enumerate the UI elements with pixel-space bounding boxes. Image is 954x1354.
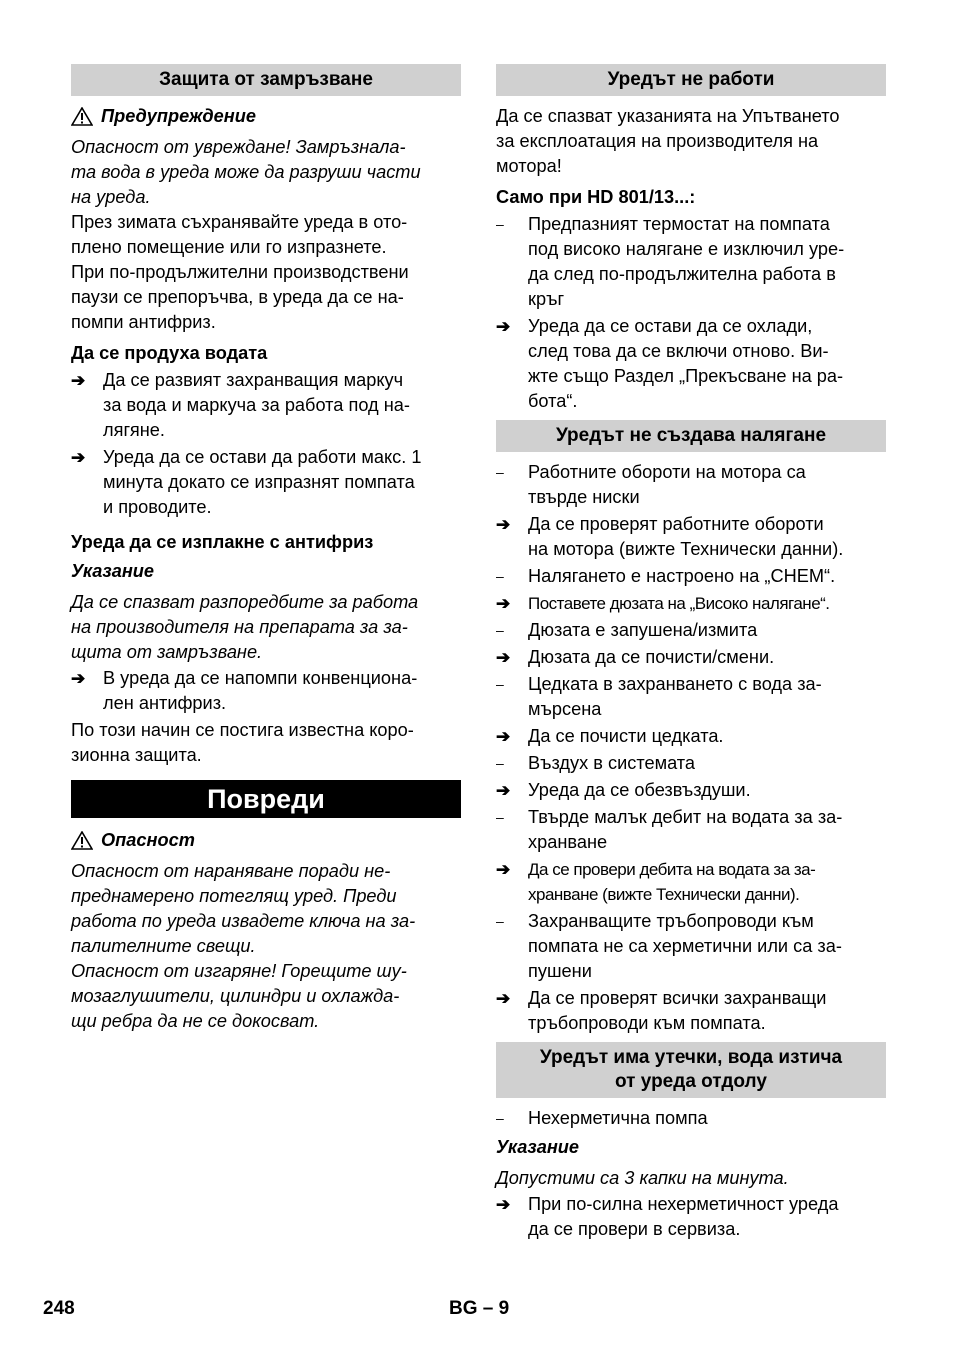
text-line: При по-силна нехерметичност уреда [528,1194,839,1214]
warning-line: на уреда. [71,187,151,207]
list-item [71,368,461,443]
no-pressure-heading: Уредът не създава налягане [496,420,886,452]
warning-line: Опасност от увреждане! Замръзнала- [71,137,406,157]
list-item [496,986,886,1036]
arrow-icon: ➔ [496,781,511,800]
list-item [496,591,886,616]
warning-block [71,104,461,129]
dash-icon: – [496,913,504,929]
arrow-icon: ➔ [496,648,511,667]
text-line: кръг [528,289,565,309]
arrow-icon: ➔ [496,727,511,746]
text-line: Захранващите тръбопроводи към [528,911,814,931]
list-item [496,512,886,562]
not-working-paragraph [496,104,886,179]
text-line: Да се провери дебита на водата за за- [528,860,816,879]
arrow-icon: ➔ [496,1195,511,1214]
text-line: В уреда да се напомпи конвенциона- [103,668,418,688]
text-line: Дюзата да се почисти/смени. [528,647,775,667]
dash-icon: – [496,1110,504,1126]
text-line: Да се спазват указанията на Упътването [496,106,840,126]
text-line: Уреда да се остави да се охлади, [528,316,813,336]
only-model-label: Само при HD 801/13...: [496,187,696,207]
heading-line: Уредът има утечки, вода изтича [539,1047,843,1068]
warning-line: та вода в уреда може да разруши части [71,162,421,182]
dash-icon: – [496,809,504,825]
warning-triangle-icon [71,107,93,126]
dash-icon: – [496,755,504,771]
note-line: Допустими са 3 капки на минута. [496,1168,789,1188]
danger-block [71,828,461,853]
leaks-heading [496,1042,886,1098]
blow-heading: Да се продуха водата [71,343,268,363]
heading-line: от уреда отдолу [615,1071,767,1092]
text-line: Работните обороти на мотора са [528,462,806,482]
text-line: бота“. [528,391,578,411]
note-text [71,590,461,665]
text-line: помпата не са херметични или са за- [528,936,842,956]
rinse-paragraph [71,718,461,768]
text-line: Нехерметична помпа [528,1108,708,1128]
danger-line: Опасност от изгаряне! Горещите шу- [71,961,407,981]
arrow-icon: ➔ [496,317,511,336]
warning-label: Предупреждение [101,106,256,126]
list-item [496,460,886,510]
danger-label: Опасност [101,830,195,850]
list-item [496,751,886,776]
list-item [496,778,886,803]
arrow-icon: ➔ [496,989,511,1008]
left-column [71,64,461,1034]
warning-triangle-icon [71,831,93,850]
text-line: През зимата съхранявайте уреда в ото- [71,212,408,232]
dash-icon: – [496,216,504,232]
text-line: Твърде малък дебит на водата за за- [528,807,843,827]
text-line: паузи се препоръчва, в уреда да се на- [71,287,404,307]
page-code: BG – 9 [449,1298,510,1319]
text-line: хранване [528,832,608,852]
danger-line: преднамерено потеглящ уред. Преди [71,886,397,906]
danger-text [71,859,461,1034]
text-line: пушени [528,961,592,981]
text-line: Въздух в системата [528,753,696,773]
text-line: под високо налягане е изключил уре- [528,239,845,259]
list-item [496,724,886,749]
page-number: 248 [43,1298,75,1319]
danger-line: мозаглушители, цилиндри и охлажда- [71,986,400,1006]
text-line: хранване (вижте Технически данни). [528,885,800,904]
text-line: Да се почисти цедката. [528,726,724,746]
text-line: на мотора (вижте Технически данни). [528,539,844,559]
list-item [496,909,886,984]
frost-paragraph [71,210,461,335]
text-line: Дюзата е запушена/измита [528,620,758,640]
text-line: да след по-продължителна работа в [528,264,836,284]
danger-line: щи ребра да не се докосват. [71,1011,320,1031]
text-line: мърсена [528,699,602,719]
danger-line: Опасност от нараняване поради не- [71,861,391,881]
text-line: твърде ниски [528,487,640,507]
text-line: Уреда да се остави да работи макс. 1 [103,447,422,467]
text-line: мотора! [496,156,562,176]
text-line: Налягането е настроено на „CHEM“. [528,566,836,586]
text-line: Предпазният термостат на помпата [528,214,830,234]
list-item [496,314,886,414]
frost-heading: Защита от замръзване [71,64,461,96]
text-line: По този начин се постига известна коро- [71,720,414,740]
note-line: щита от замръзване. [71,642,263,662]
dash-icon: – [496,676,504,692]
text-line: плено помещение или го изпразнете. [71,237,387,257]
arrow-icon: ➔ [496,860,511,879]
note-label: Указание [71,561,155,581]
no-pressure-list [496,460,886,1036]
not-working-heading: Уредът не работи [496,64,886,96]
text-line: зионна защита. [71,745,202,765]
list-item [496,1192,886,1242]
text-line: Да се проверят работните обороти [528,514,824,534]
dash-icon: – [496,622,504,638]
note-label: Указание [496,1137,580,1157]
note-line: на производителя на препарата за за- [71,617,408,637]
arrow-icon: ➔ [496,594,511,613]
list-item [496,672,886,722]
text-line: за експлоатация на производителя на [496,131,819,151]
warning-text [71,135,461,210]
list-item [496,618,886,643]
right-column [496,64,886,1244]
rinse-heading: Уреда да се изплакне с антифриз [71,532,374,552]
note-line: Да се спазват разпоредбите за работа [71,592,419,612]
arrow-icon: ➔ [71,669,86,688]
text-line: да се провери в сервиза. [528,1219,741,1239]
list-item [496,645,886,670]
dash-icon: – [496,568,504,584]
text-line: лягяне. [103,420,165,440]
list-item [496,857,886,907]
text-line: помпи антифриз. [71,312,216,332]
list-item [496,1106,886,1131]
faults-heading: Повреди [71,780,461,818]
not-working-list [496,212,886,414]
list-item [496,564,886,589]
text-line: Поставете дюзата на „Високо налягане“. [528,594,830,613]
text-line: Да се развият захранващия маркуч [103,370,404,390]
text-line: Да се проверят всички захранващи [528,988,827,1008]
text-line: Уреда да се обезвъздуши. [528,780,751,800]
text-line: тръбопроводи към помпата. [528,1013,766,1033]
text-line: минута докато се изпразнят помпата [103,472,415,492]
list-item [496,212,886,312]
text-line: и проводите. [103,497,212,517]
list-item [71,445,461,520]
arrow-icon: ➔ [71,371,86,390]
list-item [496,805,886,855]
arrow-icon: ➔ [496,515,511,534]
dash-icon: – [496,464,504,480]
text-line: Цедката в захранването с вода за- [528,674,822,694]
text-line: след това да се включи отново. Ви- [528,341,829,361]
arrow-icon: ➔ [71,448,86,467]
danger-line: работа по уреда извадете ключа на за- [71,911,416,931]
text-line: лен антифриз. [103,693,227,713]
danger-line: палителните свещи. [71,936,256,956]
text-line: При по-продължителни производствени [71,262,409,282]
text-line: жте също Раздел „Прекъсване на ра- [528,366,844,386]
text-line: за вода и маркуча за работа под на- [103,395,410,415]
list-item [71,666,461,716]
